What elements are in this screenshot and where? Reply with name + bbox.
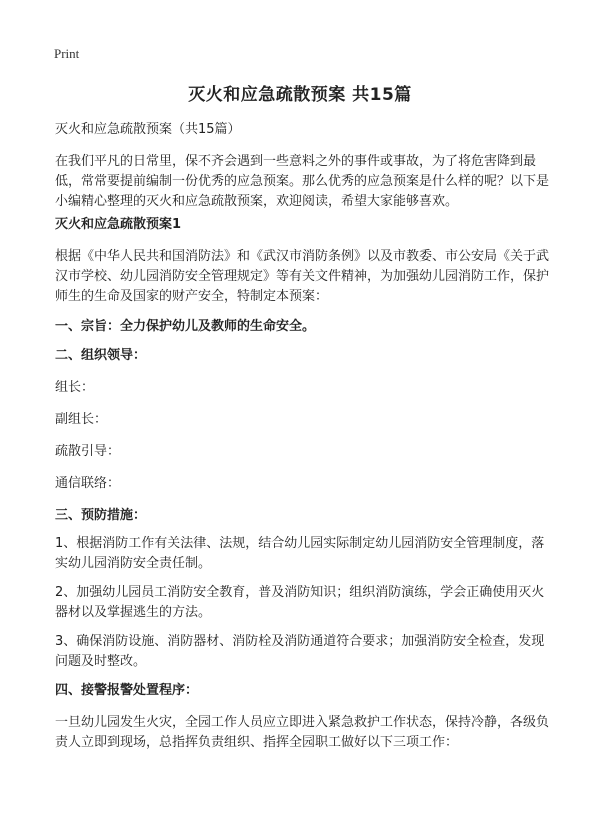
procedure-paragraph: 一旦幼儿园发生火灾，全园工作人员应立即进入紧急救护工作状态，保持冷静，各级负责人立即到现场，总指挥负责组织、指挥全园职工做好以下三项工作： xyxy=(55,715,550,750)
document-subtitle: 灭火和应急疏散预案（共15篇） xyxy=(55,122,241,137)
page-title: 灭火和应急疏散预案 共15篇 xyxy=(188,85,412,105)
measure-item: 2、加强幼儿园员工消防安全教育，普及消防知识；组织消防演练，学会正确使用灭火器材以及掌握逃生的方法。 xyxy=(55,585,545,620)
print-link[interactable]: Print xyxy=(54,46,80,61)
procedure-heading: 四、接警报警处置程序： xyxy=(55,683,199,698)
role-communication: 通信联络： xyxy=(55,476,121,491)
role-evacuation-guide: 疏散引导： xyxy=(55,444,121,459)
organization-heading: 二、组织领导： xyxy=(55,348,147,363)
measure-item: 3、确保消防设施、消防器材、消防栓及消防通道符合要求；加强消防安全检查，发现问题及时整改。 xyxy=(55,634,545,669)
section-heading: 灭火和应急疏散预案1 xyxy=(55,217,182,232)
role-deputy-leader: 副组长： xyxy=(55,412,108,427)
role-leader: 组长： xyxy=(55,380,95,395)
purpose-heading: 一、宗旨：全力保护幼儿及教师的生命安全。 xyxy=(55,319,316,334)
measure-item: 1、根据消防工作有关法律、法规，结合幼儿园实际制定幼儿园消防安全管理制度，落实幼儿园消防安全责任制。 xyxy=(55,536,545,571)
intro-paragraph: 在我们平凡的日常里，保不齐会遇到一些意料之外的事件或事故，为了将危害降到最低，常常要提前编制一份优秀的应急预案。那么优秀的应急预案是什么样的呢？以下是小编精心整理的灭火和应急疏散预案，欢迎阅读，希望大家能够喜欢。 xyxy=(55,154,550,209)
basis-paragraph: 根据《中华人民共和国消防法》和《武汉市消防条例》以及市教委、市公安局《关于武汉市学校、幼儿园消防安全管理规定》等有关文件精神，为加强幼儿园消防工作，保护师生的生命及国家的财产安全，特制定本预案： xyxy=(55,249,550,304)
prevention-heading: 三、预防措施： xyxy=(55,508,147,523)
